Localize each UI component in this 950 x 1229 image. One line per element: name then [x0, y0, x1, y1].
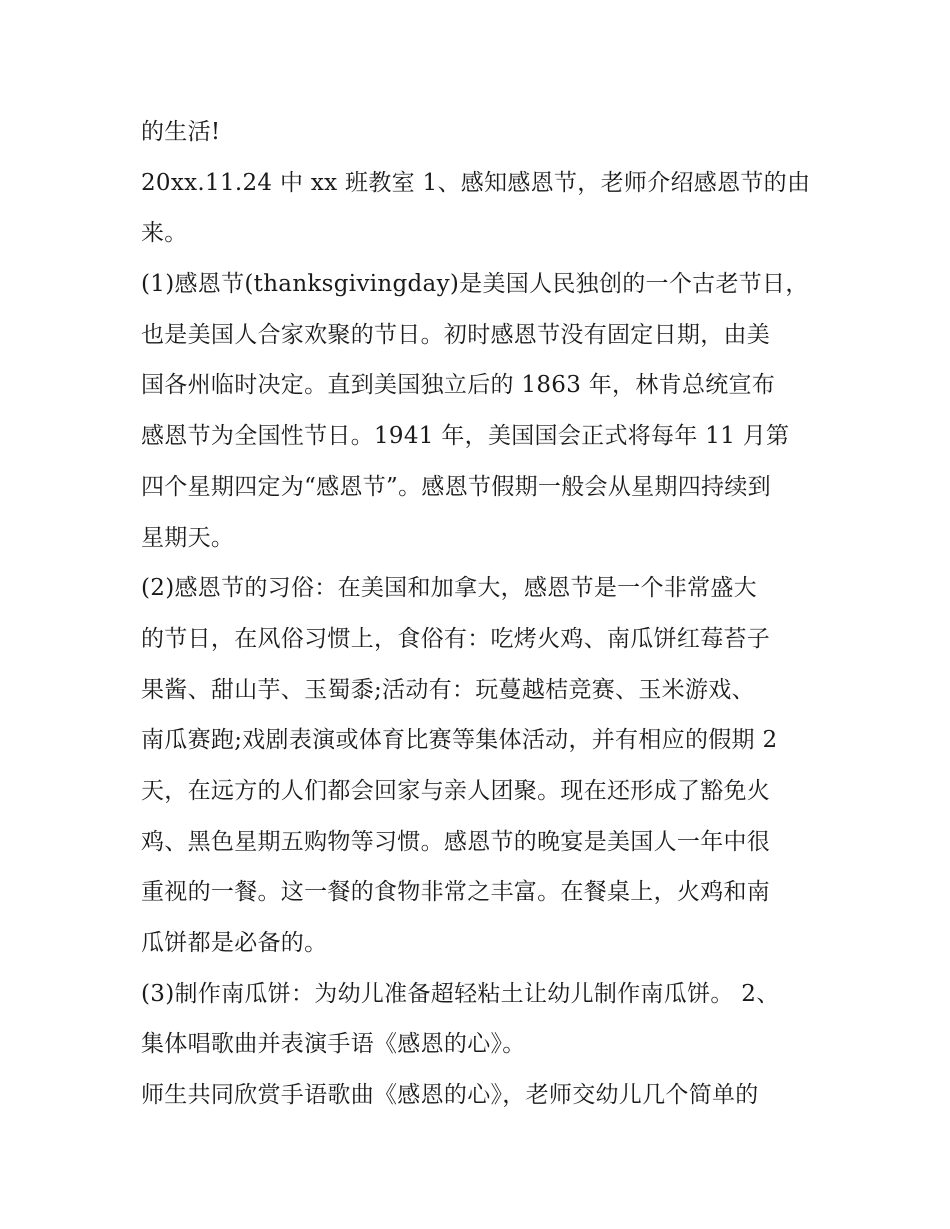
text-line: 南瓜赛跑;戏剧表演或体育比赛等集体活动，并有相应的假期 2	[141, 727, 778, 754]
text-line: 20xx.11.24 中 xx 班教室 1、感知感恩节，老师介绍感恩节的由	[141, 169, 811, 196]
text-line: 四个星期四定为“感恩节”。感恩节假期一般会从星期四持续到	[141, 473, 771, 500]
text-line: 的节日，在风俗习惯上，食俗有：吃烤火鸡、南瓜饼红莓苔子	[141, 625, 771, 652]
text-line: (1)感恩节(thanksgivingday)是美国人民独创的一个古老节日，	[141, 271, 809, 298]
text-line: 果酱、甜山芋、玉蜀黍;活动有：玩蔓越桔竞赛、玉米游戏、	[141, 676, 755, 703]
text-line: 天，在远方的人们都会回家与亲人团聚。现在还形成了豁免火	[141, 777, 771, 804]
text-line: 来。	[141, 220, 188, 247]
text-line: (3)制作南瓜饼：为幼儿准备超轻粘土让幼儿制作南瓜饼。 2、	[141, 980, 780, 1007]
text-line: 鸡、黑色星期五购物等习惯。感恩节的晚宴是美国人一年中很	[141, 828, 771, 855]
text-line: 重视的一餐。这一餐的食物非常之丰富。在餐桌上，火鸡和南	[141, 879, 771, 906]
text-line: (2)感恩节的习俗：在美国和加拿大，感恩节是一个非常盛大	[141, 575, 757, 602]
text-line: 也是美国人合家欢聚的节日。初时感恩节没有固定日期，由美	[141, 321, 771, 348]
text-line: 师生共同欣赏手语歌曲《感恩的心》，老师交幼儿几个简单的	[141, 1082, 759, 1109]
text-line: 星期天。	[141, 524, 235, 551]
document-body	[141, 107, 821, 1121]
text-line: 感恩节为全国性节日。1941 年，美国国会正式将每年 11 月第	[141, 423, 790, 450]
text-line: 国各州临时决定。直到美国独立后的 1863 年，林肯总统宣布	[141, 372, 776, 399]
text-line: 集体唱歌曲并表演手语《感恩的心》。	[141, 1031, 526, 1058]
text-line: 的生活!	[141, 119, 221, 145]
text-line: 瓜饼都是必备的。	[141, 930, 328, 956]
